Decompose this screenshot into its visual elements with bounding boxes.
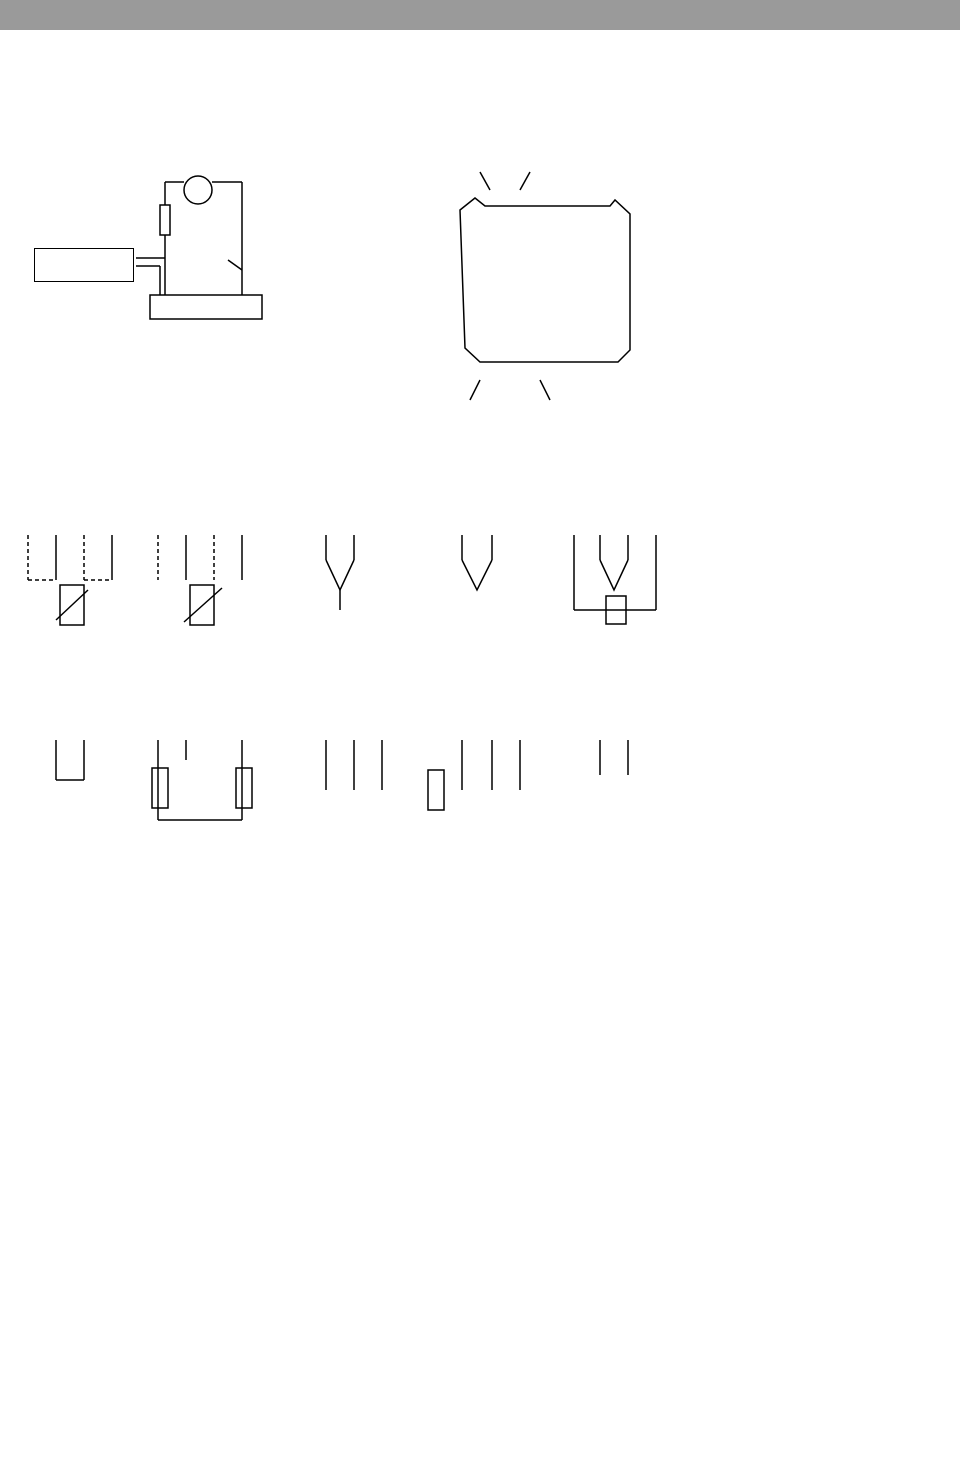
ma-meter <box>184 176 212 204</box>
resistor-symbol <box>160 205 170 235</box>
note-2 <box>697 308 959 329</box>
transmitter-outline <box>460 198 630 362</box>
